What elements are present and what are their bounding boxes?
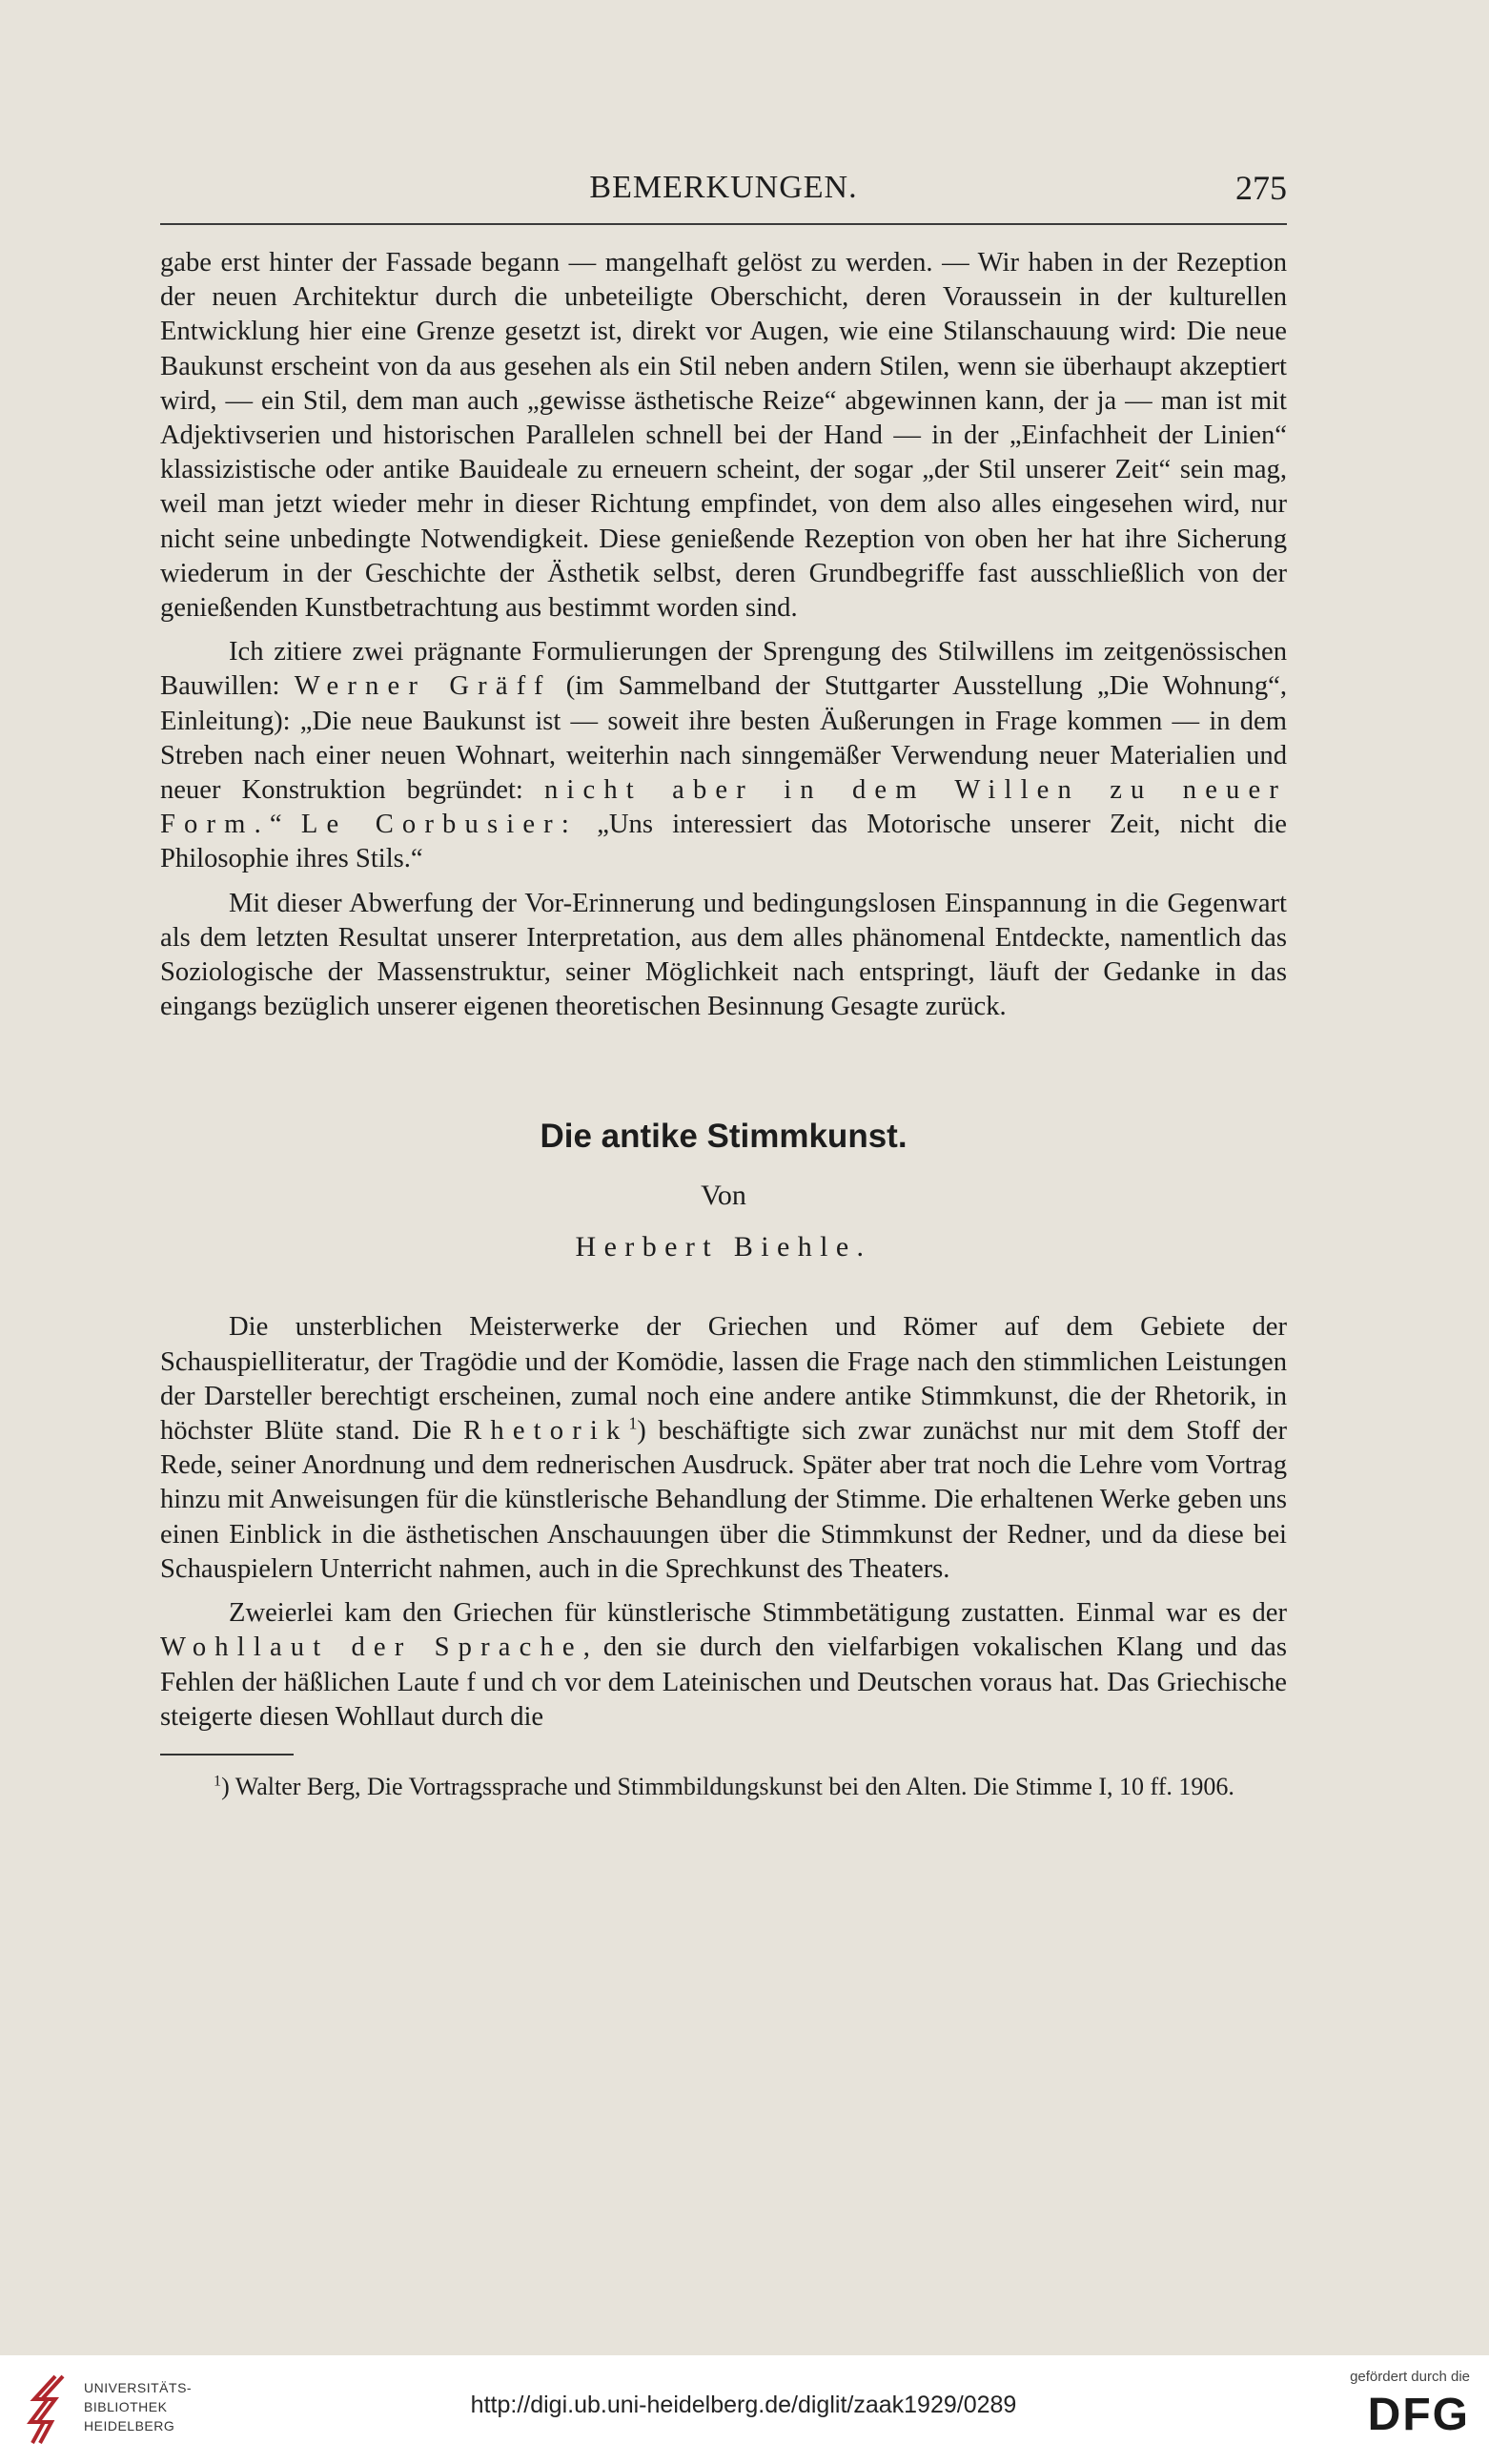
- library-logo[interactable]: [27, 2372, 236, 2449]
- paragraph-text: Zweierlei kam den Griechen für künstlerische Stimmbetätigung zustatten. Einmal war es der: [229, 1598, 1287, 1629]
- dfg-logo-icon: DFG: [1367, 2390, 1470, 2440]
- footnote-marker: 1: [214, 1773, 222, 1790]
- paragraph-text: “: [269, 810, 301, 840]
- footnote: [160, 1771, 1287, 1802]
- paragraph-text: (im Sammelband der Stuttgarter Ausstellung „Die Wohnung“, Einleitung): „Die neue Baukunst ist — soweit ihre besten Äußerungen in Frage kommen — in dem Streben nach einer neuen Wohnart, weiterhin nach sinngemäßer Verwendung neuer Materialien und neuer Konstruktion begründet:: [160, 671, 1287, 806]
- library-name-line: HEIDELBERG: [84, 2418, 175, 2433]
- paragraph-quotes: [160, 635, 1287, 876]
- library-name-line: BIBLIOTHEK: [84, 2399, 168, 2414]
- footnote-text: ) Walter Berg, Die Vortragssprache und Stimmbildungskunst bei den Alten. Die Stimme I, 10 ff. 1906.: [221, 1772, 1234, 1800]
- paragraph-text: Ich zitiere zwei prägnante Formulierungen der Sprengung des Stilwillens im zeitgenössischen Bauwillen:: [160, 637, 1287, 702]
- running-title: BEMERKUNGEN.: [589, 170, 858, 205]
- article-paragraph-2: [160, 1596, 1287, 1735]
- funder-block[interactable]: [1308, 2369, 1470, 2454]
- paragraph-text: Die unsterblichen Meisterwerke der Griechen und Römer auf dem Gebiete der Schauspielliteratur, der Tragödie und der Komödie, lassen die Frage nach den stimmlichen Leistungen der Darsteller berechtigt erscheinen, zumal noch eine andere antike Stimmkunst, die der Rhetorik, in höchster Blüte stand. Die: [160, 1312, 1287, 1447]
- byline-von: Von: [701, 1180, 746, 1212]
- spaced-name-le-corbusier: Le Corbusier:: [300, 810, 578, 840]
- article-paragraph-1: [160, 1310, 1287, 1587]
- funder-label: gefördert durch die: [1350, 2369, 1470, 2385]
- article-title: Die antike Stimmkunst.: [540, 1118, 908, 1156]
- page-header: [160, 162, 1287, 225]
- footnote-reference[interactable]: 1: [628, 1413, 638, 1433]
- heidelberg-library-logo-icon: [27, 2372, 69, 2447]
- spaced-term-rhetorik: Rhetorik: [463, 1416, 629, 1447]
- footnote-divider: [160, 1754, 294, 1756]
- viewer-footer: [0, 2355, 1489, 2464]
- page-number: 275: [1235, 169, 1287, 207]
- spaced-quote-emphasis: nicht aber in dem Willen zu neuer Form.: [160, 775, 1287, 840]
- paragraph-conclusion: Mit dieser Abwerfung der Vor-Erinnerung und bedingungslosen Einspannung in die Gegenwart als dem letzten Resultat unserer Interpretation, aus dem alles phänomenal Entdeckte, namentlich das Soziologische der Massenstruktur, seiner Möglichkeit nach entspringt, läuft der Gedanke in das eingangs bezüglich unserer eigenen theoretischen Besinnung Gesagte zurück.: [160, 888, 1287, 1022]
- article-author: Herbert Biehle.: [575, 1231, 872, 1263]
- spaced-term-wohllaut: Wohllaut der Sprache: [160, 1632, 583, 1663]
- paragraph-text: „Uns interessiert das Motorische unserer Zeit, nicht die Philosophie ihres Stils.“: [160, 810, 1287, 874]
- paragraph-continuation: gabe erst hinter der Fassade begann — mangelhaft gelöst zu werden. — Wir haben in der Rezeption der neuen Architektur durch die unbeteiligte Oberschicht, deren Voraussein in der kulturellen Entwicklung hier eine Grenze gesetzt ist, direkt vor Augen, wie eine Stilanschauung wird: Die neue Baukunst erscheint von da aus gesehen als ein Stil neben andern Stilen, wenn sie überhaupt akzeptiert wird, — ein Stil, dem man auch „gewisse ästhetische Reize“ abgewinnen kann, der ja — man ist mit Adjektivserien und historischen Parallelen schnell bei der Hand — in der „Einfachheit der Linien“ klassizistische oder antike Bauideale zu erneuern scheint, der sogar „der Stil unserer Zeit“ sein mag, weil man jetzt wieder mehr in dieser Richtung empfindet, von dem also alles eingesehen wird, nur nicht seine unbedingte Notwendigkeit. Diese genießende Rezeption von oben her hat ihre Sicherung wiederum in der Geschichte der Ästhetik selbst, deren Grundbegriffe fast ausschließlich von der genießenden Kunstbetrachtung aus bestimmt worden sind.: [160, 248, 1287, 624]
- spaced-name-graeff: Werner Gräff: [294, 671, 552, 702]
- library-name-line: UNIVERSITÄTS-: [84, 2380, 193, 2395]
- paragraph-text: , den sie durch den vielfarbigen vokalischen Klang und das Fehlen der häßlichen Laute f und ch vor dem Lateinischen und Deutschen voraus hat. Das Griechische steigerte diesen Wohllaut durch die: [160, 1632, 1287, 1732]
- main-text: [160, 246, 1287, 1802]
- permalink-url[interactable]: http://digi.ub.uni-heidelberg.de/diglit/zaak1929/0289: [470, 2392, 1017, 2418]
- paragraph-text: ) beschäftigte sich zwar zunächst nur mit dem Stoff der Rede, seiner Anordnung und dem rednerischen Ausdruck. Später aber trat noch die Lehre vom Vortrag hinzu mit Anweisungen für die künstlerische Behandlung der Stimme. Die erhaltenen Werke geben uns einen Einblick in die ästhetischen Anschauungen über die Stimmkunst der Redner, und da diese bei Schauspielern Unterricht nahmen, auch in die Sprechkunst des Theaters.: [160, 1416, 1287, 1584]
- library-name: [84, 2378, 192, 2435]
